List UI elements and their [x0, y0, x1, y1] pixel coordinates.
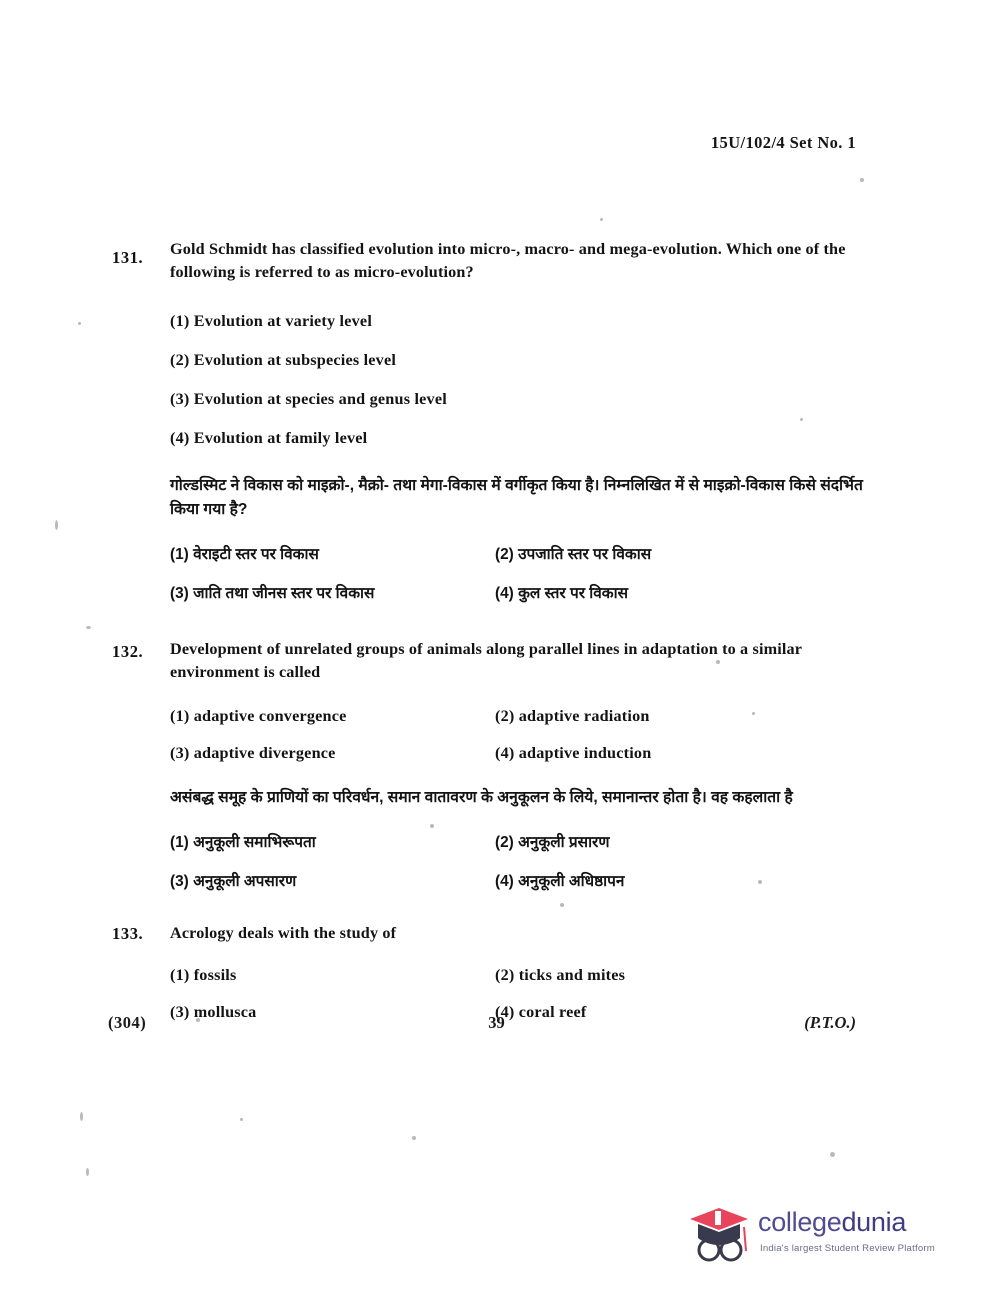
question-number: 133. [112, 924, 144, 944]
option-item[interactable]: (2) अनुकूली प्रसारण [495, 834, 610, 852]
question-block [0, 238, 993, 612]
option-item[interactable]: (2) Evolution at subspecies level [170, 351, 397, 369]
scan-speck [830, 1152, 835, 1157]
option-item[interactable]: (3) Evolution at species and genus level [170, 390, 447, 408]
scan-speck [860, 178, 864, 182]
watermark-name-part1: college [758, 1207, 842, 1237]
option-item[interactable]: (3) जाति तथा जीनस स्तर पर विकास [170, 585, 375, 603]
options-en [170, 698, 873, 772]
option-item[interactable]: (4) adaptive induction [495, 744, 652, 763]
option-item[interactable]: (3) adaptive divergence [170, 744, 336, 763]
footer-paper-id: (304) [108, 1013, 147, 1032]
options-hi [170, 534, 873, 612]
scan-speck [80, 1112, 83, 1121]
option-row [170, 957, 873, 994]
option-item[interactable]: (2) ticks and mites [495, 966, 626, 985]
option-item[interactable]: (1) adaptive convergence [170, 707, 347, 726]
option-row [170, 573, 873, 612]
watermark-name [758, 1207, 906, 1238]
option-item[interactable]: (4) Evolution at family level [170, 429, 368, 447]
question-stem-en: Development of unrelated groups of animals along parallel lines in adaptation to a similar environment is called [170, 640, 802, 682]
option-row [170, 822, 873, 861]
scan-speck [86, 1168, 89, 1176]
paper-code: 15U/102/4 Set No. 1 [710, 133, 856, 152]
page-number: 39 [488, 1013, 505, 1032]
option-item[interactable]: (3) mollusca [170, 1003, 257, 1022]
scan-speck [240, 1118, 243, 1121]
option-item[interactable]: (1) वेराइटी स्तर पर विकास [170, 546, 319, 564]
question-stem-en: Gold Schmidt has classified evolution into micro-, macro- and mega-evolution. Which one of the following is referred to as micro-evolution? [170, 240, 846, 281]
watermark-tagline: India's largest Student Review Platform [760, 1243, 935, 1254]
option-item[interactable]: (1) अनुकूली समाभिरूपता [170, 834, 316, 852]
option-row [170, 534, 873, 573]
graduate-cap-icon [688, 1205, 750, 1265]
option-item[interactable]: (2) adaptive radiation [495, 707, 650, 726]
options-en [170, 302, 873, 458]
scan-speck [412, 1136, 416, 1140]
option-row [170, 698, 873, 735]
option-item[interactable]: (1) Evolution at variety level [170, 312, 373, 330]
question-number: 132. [112, 642, 144, 662]
option-item[interactable]: (4) कुल स्तर पर विकास [495, 585, 629, 603]
question-stem-hi: असंबद्ध समूह के प्राणियों का परिवर्धन, समान वातावरण के अनुकूलन के लिये, समानान्तर होता है। वह कहलाता है [170, 789, 793, 807]
option-row [170, 380, 873, 419]
option-item[interactable]: (4) अनुकूली अधिष्ठापन [495, 873, 625, 891]
pto-label: (P.T.O.) [804, 1013, 856, 1032]
question-stem-en: Acrology deals with the study of [170, 924, 397, 943]
option-row [170, 302, 873, 341]
question-number: 131. [112, 248, 144, 267]
page-footer [0, 1013, 993, 1043]
question-stem-hi: गोल्डस्मिट ने विकास को माइक्रो-, मैक्रो- तथा मेगा-विकास में वर्गीकृत किया है। निम्नलिखित में से माइक्रो-विकास किसे संदर्भित किया गया है? [170, 477, 863, 519]
option-row [170, 341, 873, 380]
questions-container [0, 238, 993, 1031]
option-row [170, 419, 873, 458]
question-block [0, 638, 993, 900]
collegedunia-watermark [688, 1199, 938, 1271]
option-row [170, 735, 873, 772]
option-item[interactable]: (4) coral reef [495, 1003, 587, 1022]
option-item[interactable]: (3) अनुकूली अपसारण [170, 873, 297, 891]
option-item[interactable]: (2) उपजाति स्तर पर विकास [495, 546, 652, 564]
options-hi [170, 822, 873, 900]
option-item[interactable]: (1) fossils [170, 966, 237, 985]
scan-speck [600, 218, 603, 221]
watermark-name-part2: dunia [841, 1207, 907, 1237]
option-row [170, 861, 873, 900]
